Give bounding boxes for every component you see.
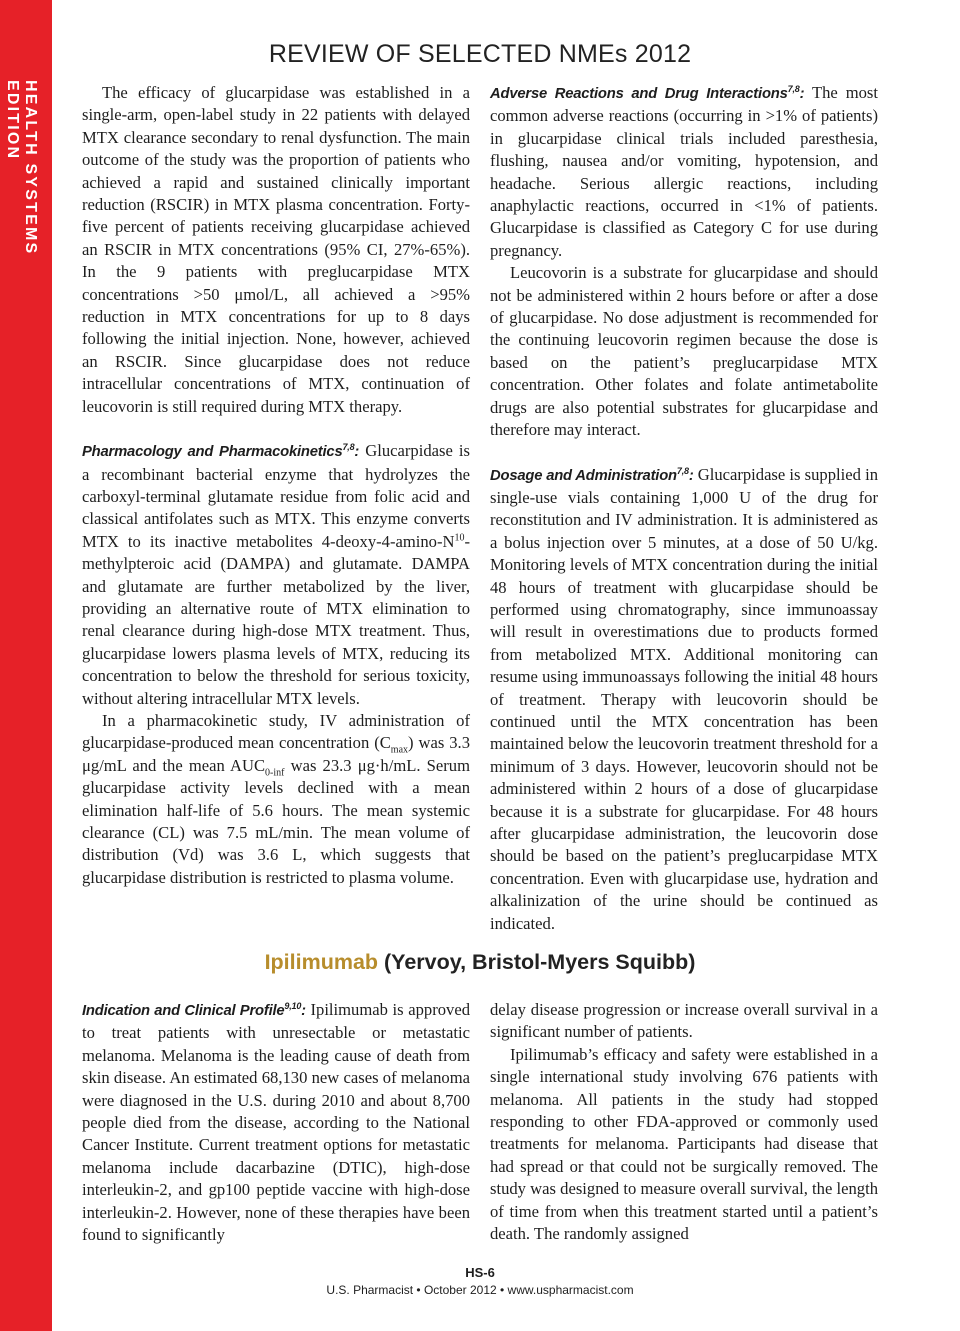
indication-heading: Indication and Clinical Profile$^{9,10}$: — [82, 1001, 306, 1019]
study-paragraph: Ipilimumab’s efficacy and safety were established in a single international study involving 676 patients with melanoma. All patients in the study had stopped responding to other FDA-approved or commonly used treatments for melanoma. Participants had disease that had spread or that could not be surgically removed. The study was designed to measure overall survival, the length of time from when this treatment started until a patient’s death. The randomly assigned — [490, 1044, 878, 1244]
edition-label: HEALTH SYSTEMS EDITION — [4, 80, 39, 256]
section-title — [0, 950, 960, 975]
column-right-top — [490, 82, 878, 935]
running-head: REVIEW OF SELECTED NMEs 2012 — [268, 40, 692, 68]
column-right-bottom — [490, 999, 878, 1245]
drug-brand: (Yervoy, Bristol-Myers Squibb) — [378, 950, 696, 974]
column-left-bottom — [82, 999, 470, 1246]
page-number: HS-6 — [465, 1265, 495, 1280]
efficacy-paragraph: The efficacy of glucarpidase was established in a single-arm, open-label study in 22 patients with delayed MTX clearance secondary to renal dysfunction. The main outcome of the study was the proportion of patients who achieved a rapid and sustained clinically important reduction (RSCIR) in MTX plasma concentration. Forty-five percent of patients receiving glucarpidase achieved an RSCIR in MTX concentrations (95% CI, 27%-65%). In the 9 patients with preglucarpidase MTX concentrations >50 μmol/L, all achieved a >95% reduction in MTX concentrations for up to 8 days following the initial injection. None, however, achieved an RSCIR. Since glucarpidase does not reduce intracellular concentrations of MTX, continuation of leucovorin is still required during MTX therapy. — [82, 83, 470, 416]
footer-credit: U.S. Pharmacist • October 2012 • www.uspharmacist.com — [326, 1283, 634, 1297]
pk-paragraph-2: In a pharmacokinetic study, IV administration of glucarpidase-produced mean concentration $(C_{max})$ was 3.3 μg/mL and the mean $AUC_{0-inf}$ was 23.3 μg·h/mL. Serum glucarpidase activity levels declined with a mean elimination half-life of 5.6 hours. The mean systemic clearance (CL) was 7.5 mL/min. The mean volume of distribution (Vd) was 3.6 L, which suggests that glucarpidase distribution is restricted to plasma volume. — [82, 710, 470, 887]
adverse-paragraph-1: Adverse Reactions and Drug Interactions$^{7,8}$: The most common adverse reactions (occurring in >1% of patients) in glucarpidase clinical trials included paresthesia, flushing, nausea and/or vomiting, hypotension, and headache. Serious allergic reactions, including anaphylactic reactions, occurred in <1% of patients. Glucarpidase is classified as Category C for use during pregnancy. — [490, 83, 878, 260]
adverse-heading: Adverse Reactions and Drug Interactions$^{7,8}$: — [490, 84, 805, 102]
column-left-top — [82, 82, 470, 889]
indication-paragraph: Indication and Clinical Profile$^{9,10}$: Ipilimumab is approved to treat patients with unresectable or metastatic melanoma. Melanoma is the leading cause of death from skin disease. An estimated 68,130 new cases of melanoma were diagnosed in the U.S. during 2010 and about 8,700 people died from the disease, according to the National Cancer Institute. Current treatment options for metastatic melanoma include dacarbazine (DTIC), high-dose interleukin-2, and gp100 peptide vaccine with high-dose interleukin-2. However, none of these therapies have been found to significantly — [82, 1000, 470, 1245]
side-bar — [0, 0, 52, 1331]
dosage-paragraph: Dosage and Administration$^{7,8}$: Glucarpidase is supplied in single-use vials containing 1,000 U of the drug for reconstitution and IV administration. It is administered as a bolus injection over 5 minutes, at a dose of 50 U/kg. Monitoring levels of MTX concentration during the initial 48 hours of treatment with glucarpidase should be performed using chromatography, since immunoassay will result in overestimations due to products formed from metabolized MTX. Additional monitoring can resume using immunoassays following the initial 48 hours of treatment. Therapy with leucovorin should be continued until the MTX concentration has been maintained below the leucovorin treatment threshold for a minimum of 3 days. However, leucovorin should not be administered within 2 hours of a dose of glucarpidase because it is a substrate for glucarpidase. For 48 hours after glucarpidase administration, the leucovorin dose should be based on the patient’s preglucarpidase MTX concentration. Even with glucarpidase use, hydration and alkalinization of the urine should be continued as indicated. — [490, 464, 878, 933]
dosage-heading: Dosage and Administration$^{7,8}$: — [490, 465, 694, 484]
pk-paragraph-1: Pharmacology and Pharmacokinetics$^{7,8}$: Glucarpidase is a recombinant bacterial enzyme that hydrolyzes the carboxyl-terminal glutamate residue from folic acid and classical antifolates such as MTX. This enzyme converts MTX to its inactive metabolites $4-deoxy-4-amino-N^{10}$-methylpteroic acid (DAMPA) and glutamate. DAMPA and glutamate are further metabolized by the liver, providing an alternative route of MTX elimination to renal clearance during high-dose MTX treatment. Thus, glucarpidase lowers plasma levels of MTX, reducing its concentration to below the threshold for serious toxicity, without altering intracellular MTX levels. — [82, 441, 470, 708]
drug-name: Ipilimumab — [264, 950, 379, 974]
adverse-paragraph-2: Leucovorin is a substrate for glucarpidase and should not be administered within 2 hours before or after a dose of glucarpidase. No dose adjustment is recommended for the continuing leucovorin regimen because the dose is based on the patient’s preglucarpidase MTX concentration. Other folates and folate antimetabolite drugs are also potential substrates for glucarpidase and therefore may interact. — [490, 263, 878, 440]
pk-heading: Pharmacology and Pharmacokinetics$^{7,8}$: — [82, 442, 360, 461]
continuation-paragraph: delay disease progression or increase overall survival in a significant number of patients. — [490, 1000, 878, 1042]
